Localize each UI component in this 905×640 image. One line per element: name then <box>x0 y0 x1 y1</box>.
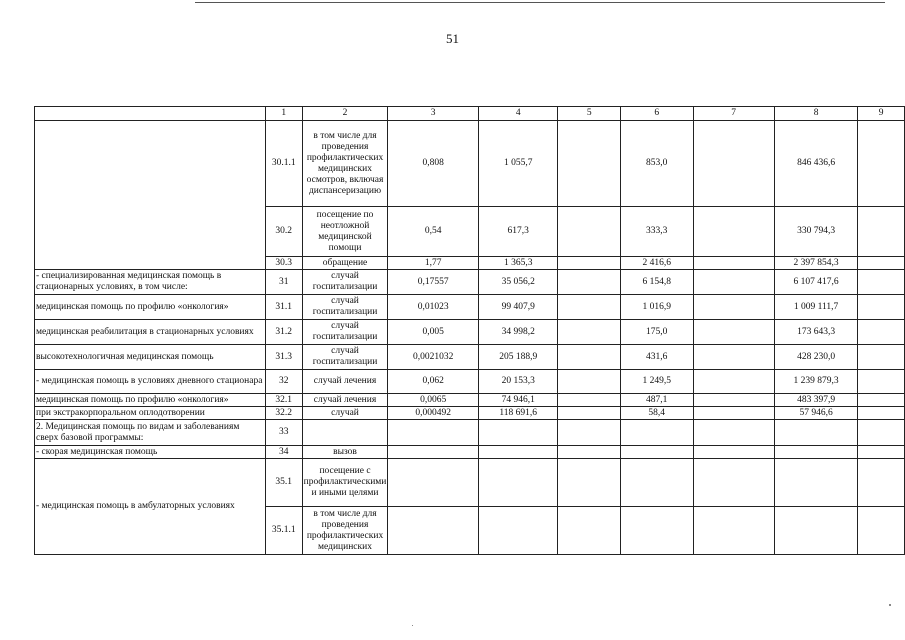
row-unit-cell: в том числе для проведения профилактических медицинских осмотров, включая диспансеризацию <box>302 121 388 207</box>
row-unit-cell: обращение <box>302 257 388 270</box>
value-cell: 1 365,3 <box>478 257 558 270</box>
row-unit-cell: случай <box>302 407 388 420</box>
row-name-cell: высокотехнологичная медицинская помощь <box>35 345 266 370</box>
data-table <box>34 106 905 555</box>
value-cell: 846 436,6 <box>774 121 857 207</box>
header-cell: 8 <box>774 107 857 121</box>
value-cell <box>558 507 621 555</box>
header-row <box>35 107 905 121</box>
value-cell <box>558 370 621 394</box>
value-cell: 0,17557 <box>388 270 479 295</box>
value-cell <box>858 394 905 407</box>
value-cell <box>558 345 621 370</box>
value-cell <box>693 270 774 295</box>
row-unit-cell <box>302 420 388 446</box>
value-cell: 431,6 <box>620 345 693 370</box>
value-cell: 205 188,9 <box>478 345 558 370</box>
value-cell: 333,3 <box>620 207 693 257</box>
value-cell: 0,0021032 <box>388 345 479 370</box>
row-unit-cell: случай госпитализации <box>302 320 388 345</box>
value-cell <box>620 507 693 555</box>
value-cell <box>693 446 774 459</box>
row-code-cell: 32.2 <box>265 407 302 420</box>
value-cell: 34 998,2 <box>478 320 558 345</box>
row-name-cell: медицинская помощь по профилю «онкология» <box>35 295 266 320</box>
value-cell <box>774 446 857 459</box>
header-cell: 5 <box>558 107 621 121</box>
header-cell: 2 <box>302 107 388 121</box>
table-row <box>35 320 905 345</box>
value-cell: 1,77 <box>388 257 479 270</box>
header-cell: 9 <box>858 107 905 121</box>
value-cell: 57 946,6 <box>774 407 857 420</box>
value-cell: 487,1 <box>620 394 693 407</box>
row-code-cell: 32 <box>265 370 302 394</box>
value-cell: 483 397,9 <box>774 394 857 407</box>
value-cell <box>388 507 479 555</box>
value-cell <box>558 257 621 270</box>
top-rule <box>195 2 885 3</box>
value-cell <box>858 295 905 320</box>
value-cell: 428 230,0 <box>774 345 857 370</box>
value-cell <box>693 370 774 394</box>
header-cell: 1 <box>265 107 302 121</box>
value-cell: 173 643,3 <box>774 320 857 345</box>
value-cell <box>558 446 621 459</box>
value-cell <box>693 394 774 407</box>
value-cell <box>858 420 905 446</box>
table-row <box>35 407 905 420</box>
table-row <box>35 370 905 394</box>
value-cell <box>693 295 774 320</box>
value-cell <box>858 507 905 555</box>
value-cell <box>693 507 774 555</box>
row-name-cell: медицинская реабилитация в стационарных условиях <box>35 320 266 345</box>
header-cell: 6 <box>620 107 693 121</box>
row-code-cell: 31.3 <box>265 345 302 370</box>
row-code-cell: 33 <box>265 420 302 446</box>
row-code-cell: 30.1.1 <box>265 121 302 207</box>
value-cell <box>858 407 905 420</box>
value-cell <box>478 459 558 507</box>
row-unit-cell: посещение по неотложной медицинской помощи <box>302 207 388 257</box>
value-cell: 20 153,3 <box>478 370 558 394</box>
value-cell: 0,000492 <box>388 407 479 420</box>
value-cell <box>693 121 774 207</box>
row-name-cell: медицинская помощь по профилю «онкология» <box>35 394 266 407</box>
row-name-cell: - медицинская помощь в условиях дневного стационара <box>35 370 266 394</box>
value-cell <box>858 207 905 257</box>
value-cell: 118 691,6 <box>478 407 558 420</box>
header-cell: 7 <box>693 107 774 121</box>
value-cell <box>558 207 621 257</box>
value-cell: 1 249,5 <box>620 370 693 394</box>
value-cell <box>693 407 774 420</box>
value-cell <box>388 459 479 507</box>
header-cell: 3 <box>388 107 479 121</box>
value-cell: 0,54 <box>388 207 479 257</box>
value-cell: 617,3 <box>478 207 558 257</box>
row-code-cell: 31 <box>265 270 302 295</box>
value-cell <box>774 420 857 446</box>
scan-speck <box>889 604 891 606</box>
header-cell-empty <box>35 107 266 121</box>
value-cell: 0,808 <box>388 121 479 207</box>
value-cell: 330 794,3 <box>774 207 857 257</box>
table-row <box>35 121 905 207</box>
value-cell <box>478 446 558 459</box>
value-cell <box>858 370 905 394</box>
value-cell <box>858 320 905 345</box>
value-cell <box>558 270 621 295</box>
row-name-cell: - специализированная медицинская помощь в стационарных условиях, в том числе: <box>35 270 266 295</box>
value-cell <box>858 257 905 270</box>
row-name-cell: - медицинская помощь в амбулаторных условиях <box>35 459 266 555</box>
value-cell <box>558 407 621 420</box>
value-cell <box>693 345 774 370</box>
table-row <box>35 345 905 370</box>
row-name-cell <box>35 121 266 270</box>
value-cell: 1 055,7 <box>478 121 558 207</box>
table-row <box>35 459 905 507</box>
value-cell <box>558 320 621 345</box>
row-unit-cell: случай госпитализации <box>302 345 388 370</box>
value-cell: 2 397 854,3 <box>774 257 857 270</box>
value-cell: 1 009 111,7 <box>774 295 857 320</box>
value-cell <box>858 459 905 507</box>
table-row <box>35 420 905 446</box>
value-cell <box>558 295 621 320</box>
value-cell <box>774 459 857 507</box>
value-cell <box>858 345 905 370</box>
value-cell: 74 946,1 <box>478 394 558 407</box>
row-code-cell: 30.2 <box>265 207 302 257</box>
value-cell <box>693 207 774 257</box>
value-cell: 0,005 <box>388 320 479 345</box>
table-row <box>35 270 905 295</box>
row-unit-cell: случай госпитализации <box>302 270 388 295</box>
value-cell <box>693 459 774 507</box>
value-cell <box>388 446 479 459</box>
value-cell: 6 107 417,6 <box>774 270 857 295</box>
value-cell <box>858 446 905 459</box>
value-cell <box>774 507 857 555</box>
row-unit-cell: случай лечения <box>302 394 388 407</box>
header-cell: 4 <box>478 107 558 121</box>
value-cell: 58,4 <box>620 407 693 420</box>
table-row <box>35 446 905 459</box>
value-cell <box>620 446 693 459</box>
value-cell: 0,01023 <box>388 295 479 320</box>
table-row <box>35 394 905 407</box>
value-cell <box>478 420 558 446</box>
row-unit-cell: в том числе для проведения профилактических медицинских <box>302 507 388 555</box>
row-code-cell: 32.1 <box>265 394 302 407</box>
row-code-cell: 31.1 <box>265 295 302 320</box>
page-number: 51 <box>446 31 459 46</box>
row-code-cell: 35.1.1 <box>265 507 302 555</box>
row-code-cell: 31.2 <box>265 320 302 345</box>
value-cell: 1 016,9 <box>620 295 693 320</box>
value-cell <box>478 507 558 555</box>
value-cell <box>858 270 905 295</box>
value-cell <box>693 320 774 345</box>
value-cell: 853,0 <box>620 121 693 207</box>
scan-speck <box>412 625 413 626</box>
row-code-cell: 30.3 <box>265 257 302 270</box>
value-cell <box>620 420 693 446</box>
value-cell: 2 416,6 <box>620 257 693 270</box>
value-cell: 6 154,8 <box>620 270 693 295</box>
value-cell <box>693 257 774 270</box>
row-unit-cell: случай лечения <box>302 370 388 394</box>
value-cell: 0,0065 <box>388 394 479 407</box>
row-unit-cell: посещение с профилактическими и иными целями <box>302 459 388 507</box>
value-cell: 99 407,9 <box>478 295 558 320</box>
value-cell <box>693 420 774 446</box>
row-code-cell: 34 <box>265 446 302 459</box>
value-cell <box>558 420 621 446</box>
row-unit-cell: случай госпитализации <box>302 295 388 320</box>
row-name-cell: - скорая медицинская помощь <box>35 446 266 459</box>
value-cell <box>388 420 479 446</box>
value-cell: 0,062 <box>388 370 479 394</box>
row-name-cell: 2. Медицинская помощь по видам и заболеваниям сверх базовой программы: <box>35 420 266 446</box>
value-cell: 35 056,2 <box>478 270 558 295</box>
table-row <box>35 295 905 320</box>
row-unit-cell: вызов <box>302 446 388 459</box>
row-name-cell: при экстракорпоральном оплодотворении <box>35 407 266 420</box>
value-cell <box>558 121 621 207</box>
value-cell <box>858 121 905 207</box>
value-cell <box>620 459 693 507</box>
value-cell: 175,0 <box>620 320 693 345</box>
value-cell: 1 239 879,3 <box>774 370 857 394</box>
row-code-cell: 35.1 <box>265 459 302 507</box>
value-cell <box>558 459 621 507</box>
value-cell <box>558 394 621 407</box>
